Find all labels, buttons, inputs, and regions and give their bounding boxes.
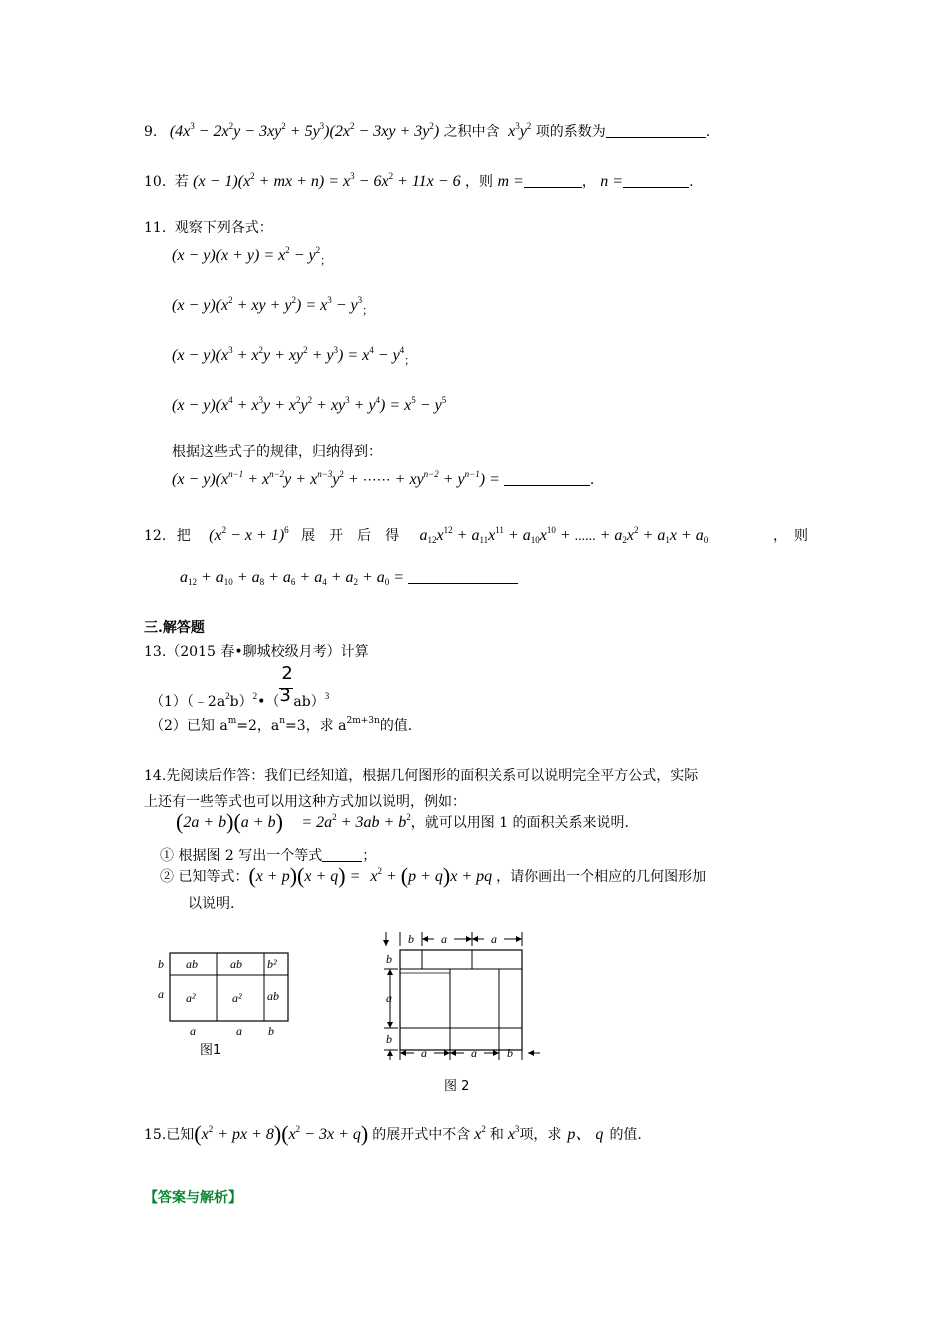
fig2-left-a: a — [386, 991, 392, 1005]
fig1-cell-b2: b² — [267, 957, 277, 971]
q13-fraction: $\frac{2}{3}$ — [279, 663, 293, 706]
q12-ba: 把 — [176, 528, 191, 544]
q12-expansion: $a_{12}x^{12} + a_{11}x^{11} + a_{10}x^{10}$ + — [419, 525, 575, 545]
q9-term: $x^3y^2$ — [508, 121, 532, 140]
q10-n-label: n = — [600, 173, 624, 190]
fig1-cell-a2-1: a² — [186, 991, 196, 1005]
q11-number: 11. — [144, 220, 167, 236]
q12-answer-blank — [408, 569, 518, 584]
q10-m-blank — [524, 173, 582, 188]
figure-2 — [380, 928, 550, 1098]
fig2-top-b: b — [408, 932, 414, 946]
fig2-bottom-a-1: a — [421, 1046, 427, 1060]
q10-number: 10. — [144, 174, 167, 190]
section-3-title: 三.解答题 — [144, 620, 205, 636]
q14-line-2: 上还有一些等式也可以用这种方式加以说明，例如： — [144, 794, 466, 810]
q10-then: ，则 — [465, 174, 494, 190]
fig2-bottom-a-2: a — [471, 1046, 477, 1060]
q12-number: 12. — [144, 528, 167, 544]
q11-intro-text: 观察下列各式： — [174, 220, 273, 236]
answer-heading: 【答案与解析】 — [144, 1190, 242, 1206]
fig2-left-b-2: b — [386, 1032, 392, 1046]
q11-formula-4: $(x - y)(x^4 + x^3y + x^2y^2 + xy^3 + y^4) = x^5 - y^5$ — [172, 395, 447, 414]
figure-1 — [150, 948, 300, 1063]
q11-formula-3: $(x - y)(x^3 + x^2y + xy^2 + y^3) = x^4 - y^4_;$ — [172, 345, 416, 367]
q14-line-1: 14.先阅读后作答：我们已经知道，根据几何图形的面积关系可以说明完全平方公式，实际 — [144, 768, 699, 784]
fig1-bottom-b: b — [268, 1024, 274, 1038]
q10-expression: $(x - 1)(x^2$ + mx + $n) = x^3 - 6x^2 + 11x - 6$ — [193, 171, 461, 190]
q14-item-2-continued: 以说明. — [188, 896, 235, 912]
q11-general-formula: $(x - y)(x^{n-1} + x^{n-2}y + x^{n-3}y^2$ + ⋯⋯ + $xy^{n-2} + y^{n-1}$) = . — [172, 469, 595, 488]
q9-number: 9. — [144, 124, 158, 140]
q14-item-2: ② 已知等式：$(x + p)(x + q) = x^2 + (p + q)x$ + pq ，请你画出一个相应的几何图形加 — [160, 863, 707, 888]
q9-period: . — [705, 124, 711, 140]
q12-sum-expression: $a_{12} + a_{10} + a_8 + a_6 + a_4 + a_2 + a_0$ = — [180, 568, 518, 588]
q11-conclusion: 根据这些式子的规律，归纳得到： — [172, 444, 382, 460]
q10-m-label: m = — [497, 173, 524, 190]
fig2-bottom-b: b — [507, 1046, 513, 1060]
fig2-top-a-2: a — [491, 932, 497, 946]
q10-comma: ， — [581, 174, 596, 190]
question-12: 12. 把 $(x^2 - x + 1)^6$ 展 开 后 得 $a_{12}x^{12} + a_{11}x^{11} + a_{10}x^{10}$ + ...... + $a_2x^2 + a_1x + a_0$ ， 则 — [144, 525, 808, 545]
q14-item-1: ① 根据图 2 写出一个等式 ； — [160, 848, 377, 864]
q9-text-end: 项的系数为 — [535, 124, 606, 140]
fig1-bottom-a-1: a — [190, 1024, 196, 1038]
question-15: 15.已知($x^2$ + px + $8)(x^2 - 3x + q)$ 的展开式中不含 $x^2$ 和 $x^3$项，求 p、 q 的值. — [144, 1121, 642, 1146]
fig1-cell-a2-2: a² — [232, 991, 242, 1005]
q10-n-blank — [623, 173, 689, 188]
q9-answer-blank — [606, 123, 706, 138]
q13-part-2: （2）已知 $a^m=2$，$a^n=3$，求 $a^{2m+3n}$的值. — [150, 716, 413, 734]
fig1-caption: 图1 — [200, 1043, 222, 1058]
fig1-cell-ab-1: ab — [186, 957, 198, 971]
q15-number: 15.已知 — [144, 1127, 195, 1143]
question-10 — [144, 172, 694, 192]
fig2-left-b-1: b — [386, 952, 392, 966]
fig1-bottom-a-2: a — [236, 1024, 242, 1038]
q12-expression: $(x^2 - x + 1)^6$ — [209, 525, 289, 544]
fig1-cell-ab-3: ab — [267, 989, 279, 1003]
fig1-left-a: a — [158, 987, 164, 1001]
q10-ruo: 若 — [174, 174, 189, 190]
q11-formula-1: $(x - y)(x + y) = x^2 - y^2_;$ — [172, 245, 332, 267]
fig1-left-b: b — [158, 957, 164, 971]
q12-expand-text: 展 开 后 得 — [301, 528, 400, 544]
q10-period: . — [689, 174, 694, 190]
q9-expression: $(4x^3 - 2x^2y - 3xy^2 + 5y^3)(2x^2 - 3xy + 3y^2)$ — [169, 121, 440, 140]
question-9 — [144, 122, 710, 142]
q14-example-formula: $(2a + b)(a + b) = 2a^2 + 3ab + b^2$，就可以用图 1 的面积关系来说明. — [176, 809, 630, 834]
fig1-cell-ab-2: ab — [230, 957, 242, 971]
q13-header: 13.（2015 春•聊城校级月考）计算 — [144, 644, 369, 660]
q15-expression: ($x^2$ + px + $8)(x^2 - 3x + q)$ — [194, 1121, 369, 1146]
q13-part-1: $(1)(﹣2a^2b)^2•$（ $\frac{2}{3}$ ab）$^3$ — [150, 680, 329, 716]
fig2-caption: 图 2 — [444, 1079, 470, 1094]
q11-answer-blank — [504, 471, 590, 486]
question-11-intro — [144, 218, 273, 238]
q14-item1-blank — [322, 847, 362, 862]
q9-text-mid: 之积中含 — [443, 124, 500, 140]
fig2-top-a-1: a — [441, 932, 447, 946]
q11-formula-2: $(x - y)(x^2$ + xy + $y^2) = x^3 - y^3_;$ — [172, 295, 374, 317]
